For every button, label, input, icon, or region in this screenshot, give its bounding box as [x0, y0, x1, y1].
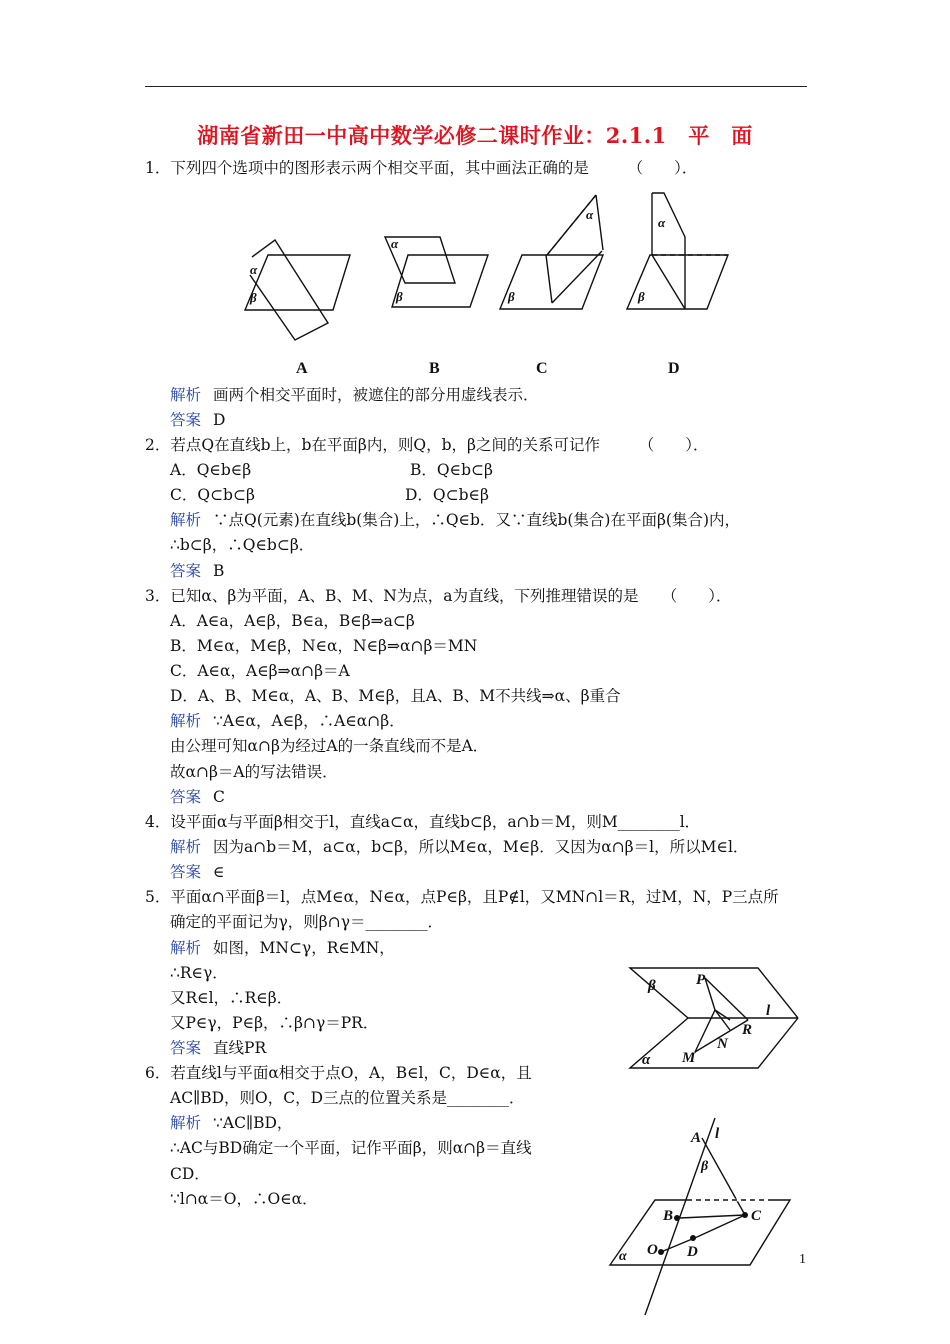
q6-fig-label-b: B [663, 1208, 674, 1224]
svg-text:β: β [250, 290, 257, 305]
header-rule [145, 86, 807, 87]
page-number: 1 [799, 1252, 806, 1267]
q1-figures [230, 185, 770, 355]
q1-option-d-label: D [668, 360, 680, 377]
svg-text:β: β [508, 289, 515, 304]
q2-option-b: B．Q∈b⊂β [410, 461, 493, 479]
q6-analysis-cont: ∴AC与BD确定一个平面，记作平面β，则α∩β＝直线 [170, 1139, 532, 1157]
q5-fig-label-l: l [766, 1003, 771, 1019]
svg-text:α: α [586, 207, 594, 222]
q4-stem: 4．设平面α与平面β相交于l，直线a⊂α，直线b⊂β，a∩b＝M，则M________l． [145, 813, 701, 831]
svg-text:α: α [391, 236, 399, 251]
q2-analysis: 解析 ∵点Q(元素)在直线b(集合)上，∴Q∈b．又∵直线b(集合)在平面β(集合)内， [170, 511, 741, 529]
q5-figure [620, 960, 810, 1075]
q5-answer: 答案 直线PR [170, 1039, 267, 1057]
q2-option-a: A．Q∈b∈β [170, 461, 252, 479]
q1-stem: 1．下列四个选项中的图形表示两个相交平面，其中画法正确的是 （ ）． [145, 159, 698, 177]
q2-option-c: C．Q⊂b⊂β [170, 486, 255, 504]
q3-stem: 3．已知α、β为平面，A、B、M、N为点，a为直线，下列推理错误的是 （ ）． [145, 587, 732, 605]
q6-fig-label-alpha: α [619, 1249, 627, 1264]
q5-fig-label-p: P [696, 972, 706, 988]
figure-c [500, 195, 603, 309]
q1-option-b-label: B [429, 360, 440, 377]
q3-option-c: C．A∈α，A∈β⇒α∩β＝A [170, 662, 350, 680]
q1-option-a-label: A [296, 360, 308, 377]
svg-text:α: α [250, 262, 258, 277]
q3-analysis-cont: 由公理可知α∩β为经过A的一条直线而不是A． [170, 737, 489, 755]
q1-option-c-label: C [536, 360, 548, 377]
q5-analysis-cont-3: 又P∈γ，P∈β，∴β∩γ＝PR． [170, 1014, 379, 1032]
q3-analysis-cont-2: 故α∩β＝A的写法错误． [170, 763, 338, 781]
q1-analysis: 解析 画两个相交平面时，被遮住的部分用虚线表示． [170, 386, 539, 404]
q3-option-b: B．M∈α，M∈β，N∈α，N∈β⇒α∩β＝MN [170, 637, 478, 655]
q6-fig-label-l: l [715, 1126, 720, 1142]
q6-figure [605, 1110, 805, 1335]
q5-analysis-cont: ∴R∈γ． [170, 964, 228, 982]
q5-fig-label-n: N [717, 1036, 728, 1052]
svg-text:α: α [658, 215, 666, 230]
q3-option-a: A．A∈a，A∈β，B∈a，B∈β⇒a⊂β [170, 612, 415, 630]
q5-analysis-cont-2: 又R∈l，∴R∈β． [170, 989, 293, 1007]
q5-fig-label-alpha: α [642, 1052, 651, 1068]
q1-answer: 答案 D [170, 411, 226, 429]
q5-stem-cont: 确定的平面记为γ，则β∩γ＝________． [170, 913, 443, 931]
q2-answer: 答案 B [170, 562, 225, 580]
q6-analysis: 解析 ∵AC∥BD， [170, 1114, 293, 1132]
q5-fig-label-beta: β [648, 978, 656, 994]
q4-answer: 答案 ∈ [170, 863, 225, 881]
svg-text:β: β [638, 289, 645, 304]
q3-analysis: 解析 ∵A∈α，A∈β，∴A∈α∩β． [170, 712, 405, 730]
q6-fig-label-beta: β [701, 1159, 709, 1174]
q2-stem: 2．若点Q在直线b上，b在平面β内，则Q，b，β之间的关系可记作 （ ）． [145, 436, 709, 454]
q5-fig-label-r: R [742, 1022, 753, 1038]
q5-stem: 5．平面α∩平面β＝l，点M∈α，N∈α，点P∈β，且P∉l，又MN∩l＝R，过M，N，P三点所 [145, 888, 779, 906]
q5-fig-label-m: M [682, 1050, 696, 1066]
q6-fig-label-a: A [691, 1130, 702, 1146]
q2-option-d: D．Q⊂b∈β [405, 486, 489, 504]
q6-stem-cont: AC∥BD，则O，C，D三点的位置关系是________． [170, 1089, 525, 1107]
q6-fig-label-o: O [647, 1242, 658, 1258]
q6-fig-label-d: D [687, 1244, 698, 1260]
figure-b [385, 236, 488, 307]
page-title: 湖南省新田一中高中数学必修二课时作业：2.1.1 平 面 [197, 123, 753, 148]
figure-a [245, 240, 350, 340]
svg-text:β: β [396, 289, 403, 304]
q6-fig-label-c: C [751, 1208, 762, 1224]
q4-analysis: 解析 因为a∩b＝M，a⊂α，b⊂β，所以M∈α，M∈β．又因为α∩β＝l，所以M∈l． [170, 838, 749, 856]
q3-option-d: D．A、B、M∈α，A、B、M∈β，且A、B、M不共线⇒α、β重合 [170, 687, 621, 705]
q6-stem: 6．若直线l与平面α相交于点O，A，B∈l，C，D∈α，且 [145, 1064, 532, 1082]
q6-analysis-cont-3: ∵l∩α＝O，∴O∈α． [170, 1190, 318, 1208]
q6-analysis-cont-2: CD． [170, 1165, 210, 1183]
q3-answer: 答案 C [170, 788, 225, 806]
q5-analysis: 解析 如图，MN⊂γ，R∈MN， [170, 939, 395, 957]
figure-d [627, 193, 728, 309]
q2-analysis-cont: ∴b⊂β，∴Q∈b⊂β． [170, 536, 315, 554]
